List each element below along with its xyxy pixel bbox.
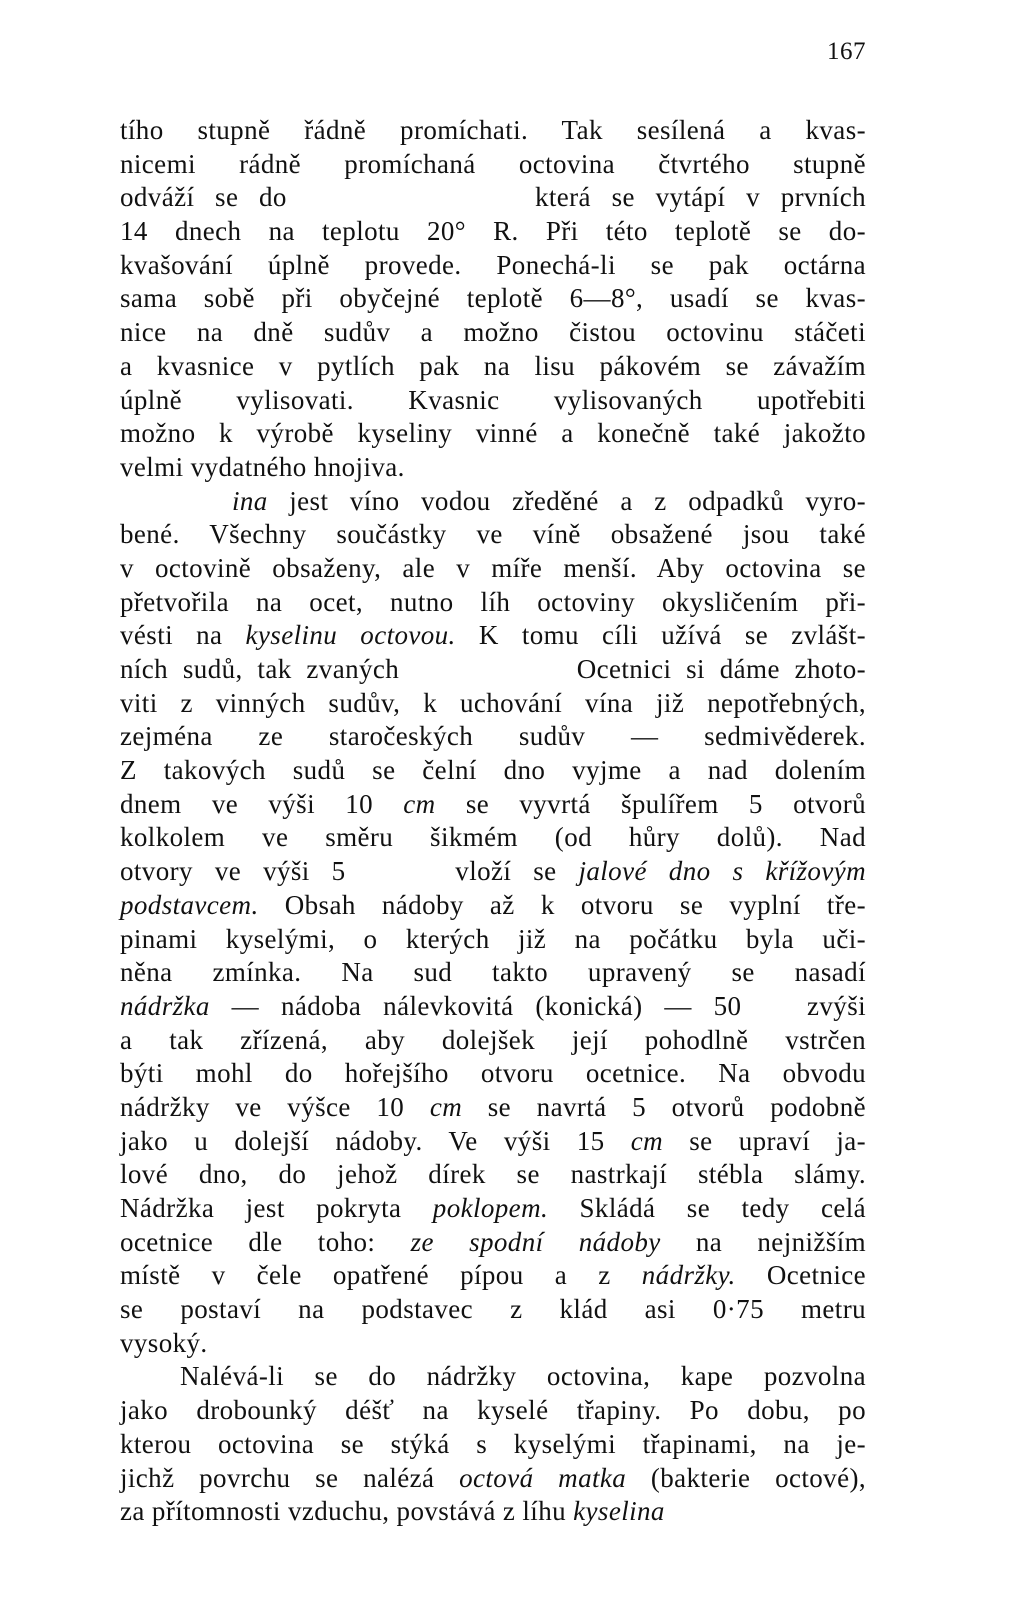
text-segment: úplně vylisovati. Kvasnic vylisovaných upotřebiti [120, 384, 866, 415]
text-line [120, 1024, 866, 1058]
text-line [120, 855, 866, 889]
text-line [120, 518, 866, 552]
text-line [120, 1327, 866, 1361]
text-line [120, 1091, 866, 1125]
text-segment: jichž povrchu se nalézá [120, 1462, 460, 1493]
text-segment: ocetnice dle toho: [120, 1226, 411, 1257]
text-line [120, 1192, 866, 1226]
text-segment: dnem ve výši 10 [120, 788, 404, 819]
text-segment: 14 dnech na teplotu 20° R. Při této teplotě se do- [120, 216, 866, 247]
text-line [120, 1226, 866, 1260]
text-line [120, 1394, 866, 1428]
italic-text: nádržky. [641, 1260, 736, 1291]
text-line [120, 754, 866, 788]
text-line [120, 282, 866, 316]
text-line [120, 215, 866, 249]
text-segment: Z takových sudů se čelní dno vyjme a nad dolením [120, 755, 866, 786]
italic-text: ze spodní nádoby [410, 1226, 661, 1257]
text-segment: jest víno vodou zředěné a z odpadků vyro- [267, 485, 866, 516]
text-segment: pinami kyselými, o kterých již na počátku byla uči- [120, 923, 866, 954]
text-line [120, 923, 866, 957]
text-segment: se postaví na podstavec z klád asi 0·75 metru [120, 1294, 866, 1325]
text-line [120, 956, 866, 990]
text-segment: možno k výrobě kyseliny vinné a konečně také jakožto [120, 418, 866, 449]
text-segment: nicemi rádně promíchaná octovina čtvrtého stupně [120, 148, 866, 179]
text-segment: jako drobounký déšť na kyselé třapiny. Po dobu, po [120, 1395, 866, 1426]
text-segment: Skládá se tedy celá [548, 1193, 867, 1223]
text-line [120, 148, 866, 182]
text-segment: a kvasnice v pytlích pak na lisu pákovém se závažím [120, 350, 866, 381]
italic-text: kyselinu octovou. [245, 620, 456, 651]
text-line [120, 1495, 866, 1529]
text-segment: bené. Všechny součástky ve víně obsažené jsou také [120, 519, 866, 550]
text-segment: a tak zřízená, aby dolejšek její pohodlně vstrčen [120, 1024, 866, 1055]
text-segment: se upraví ja- [663, 1125, 866, 1156]
text-segment: něna zmínka. Na sud takto upravený se nasadí [120, 957, 866, 988]
text-line [120, 1158, 866, 1192]
text-segment: odváží se do která se vytápí v prvních [120, 182, 866, 213]
italic-text: kyselina [573, 1496, 665, 1527]
text-line [120, 552, 866, 586]
italic-text: jalové dno s křížovým [578, 856, 866, 887]
text-segment: velmi vydatného hnojiva. [120, 451, 405, 482]
text-line [120, 1057, 866, 1091]
page-number: 167 [827, 38, 866, 65]
body-text [120, 114, 866, 1529]
text-line [120, 181, 866, 215]
text-line [120, 1125, 866, 1159]
text-segment: v octovině obsaženy, ale v míře menší. Aby octovina se [120, 552, 866, 583]
italic-text: octová matka [459, 1462, 627, 1493]
text-segment: Obsah nádoby až k otvoru se vyplní tře- [258, 889, 866, 920]
text-segment: viti z vinných sudův, k uchování vína již nepotřebných, [120, 687, 866, 718]
text-segment: sama sobě při obyčejné teplotě 6—8°, usadí se kvas- [120, 283, 866, 314]
text-segment: K tomu cíli užívá se zvlášt- [455, 620, 867, 651]
text-line [120, 1259, 866, 1293]
text-segment: jako u dolejší nádoby. Ve výši 15 [120, 1125, 631, 1156]
text-line [120, 384, 866, 418]
text-segment: se vyvrtá špulířem 5 otvorů [435, 788, 866, 819]
italic-text: cm [429, 1091, 463, 1122]
text-line [120, 720, 866, 754]
text-line [120, 687, 866, 721]
text-line [120, 1462, 866, 1496]
italic-text: poklopem. [432, 1193, 549, 1223]
text-segment: za přítomnosti vzduchu, povstává z líhu [120, 1496, 574, 1527]
text-segment: (bakterie octové), [626, 1462, 866, 1493]
text-segment: nádržky ve výšce 10 [120, 1091, 430, 1122]
text-line [120, 1428, 866, 1462]
text-line [120, 586, 866, 620]
italic-text: ina [232, 485, 268, 516]
italic-text: cm [403, 788, 436, 819]
text-segment: — nádoba nálevkovitá (konická) — 50 zvýši [209, 990, 866, 1021]
italic-text: cm [630, 1125, 664, 1156]
text-segment: tího stupně řádně promíchati. Tak sesílená a kvas- [120, 115, 866, 145]
text-line [120, 249, 866, 283]
text-line [120, 1293, 866, 1327]
text-segment: kterou octovina se stýká s kyselými třapinami, na je- [120, 1428, 866, 1459]
text-segment: Ocetnice [735, 1260, 866, 1291]
text-segment: býti mohl do hořejšího otvoru ocetnice. Na obvodu [120, 1058, 866, 1089]
text-segment: ních sudů, tak zvaných Ocetnici si dáme zhoto- [120, 654, 866, 684]
text-segment: kvašování úplně provede. Ponechá-li se pak octárna [120, 249, 866, 280]
italic-text: nádržka [120, 990, 210, 1021]
text-line [120, 653, 866, 687]
text-line [120, 788, 866, 822]
text-line [120, 417, 866, 451]
text-segment: otvory ve výši 5 vloží se [120, 856, 579, 887]
text-segment: nice na dně sudův a možno čistou octovinu stáčeti [120, 317, 866, 348]
text-line [120, 485, 866, 519]
text-line [120, 451, 866, 485]
text-segment: přetvořila na ocet, nutno líh octoviny okysličením při- [120, 586, 866, 617]
text-segment: Nádržka jest pokryta [120, 1193, 433, 1223]
text-segment: lové dno, do jehož dírek se nastrkají stébla slámy. [120, 1159, 866, 1190]
text-line [120, 350, 866, 384]
text-line [120, 889, 866, 923]
text-segment: na nejnižším [660, 1226, 866, 1257]
text-line [120, 1360, 866, 1394]
text-segment: místě v čele opatřené pípou a z [120, 1260, 642, 1291]
text-segment: vésti na [120, 620, 246, 651]
text-segment: zejména ze staročeských sudův — sedmivěderek. [120, 721, 866, 752]
text-segment: se navrtá 5 otvorů podobně [462, 1091, 866, 1122]
text-line [120, 990, 866, 1024]
text-line [120, 821, 866, 855]
text-line [120, 114, 866, 148]
text-segment: kolkolem ve směru šikmém (od hůry dolů). Nad [120, 822, 866, 853]
text-segment: vysoký. [120, 1327, 208, 1358]
text-segment: Nalévá-li se do nádržky octovina, kape pozvolna [180, 1361, 866, 1392]
italic-text: podstavcem. [120, 889, 259, 920]
text-line [120, 316, 866, 350]
text-line [120, 619, 866, 653]
